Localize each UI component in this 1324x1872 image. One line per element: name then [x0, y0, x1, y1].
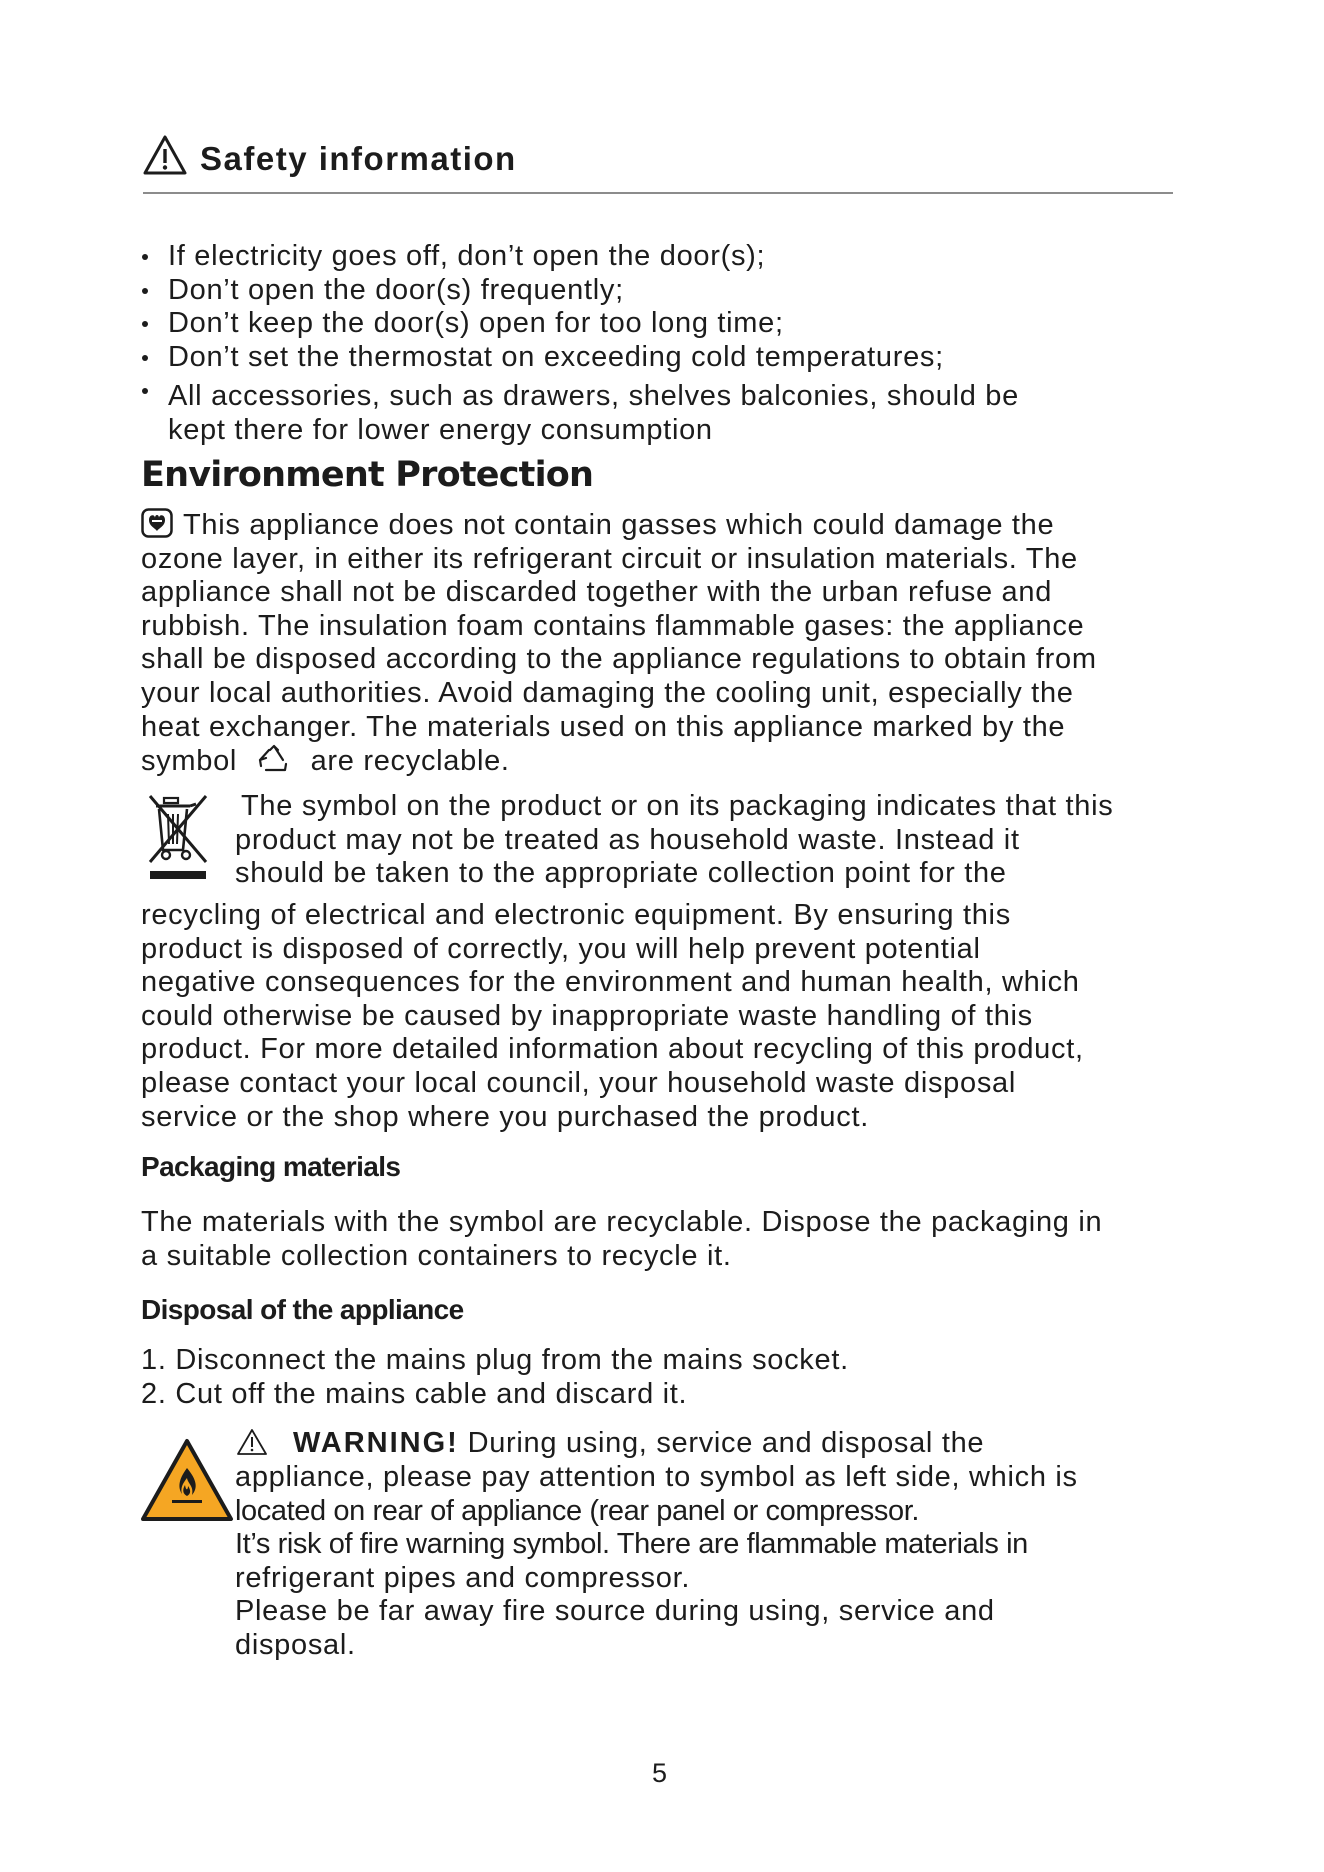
- paragraph-line: heat exchanger. The materials used on this appliance marked by the: [141, 710, 1066, 743]
- paragraph-line: your local authorities. Avoid damaging the cooling unit, especially the: [141, 676, 1074, 709]
- list-item: 1. Disconnect the mains plug from the mains socket.: [141, 1344, 849, 1376]
- paragraph-line: This appliance does not contain gasses which could damage the: [183, 509, 1055, 541]
- paragraph-line: It’s risk of fire warning symbol. There are flammable materials in: [235, 1528, 1028, 1561]
- list-item: [140, 307, 1019, 341]
- list-item: [140, 274, 1019, 308]
- weee-paragraph-indented: [235, 790, 1113, 891]
- list-item: [140, 380, 1019, 414]
- disposal-steps: [141, 1344, 849, 1411]
- bullet-icon: [142, 288, 148, 294]
- tip-text: kept there for lower energy consumption: [168, 413, 713, 446]
- list-item: 2. Cut off the mains cable and discard it.: [141, 1377, 688, 1410]
- paragraph-line: The symbol on the product or on its packaging indicates that this: [241, 790, 1114, 822]
- weee-paragraph: [141, 899, 1084, 1134]
- paragraph-line: The materials with the symbol are recyclable. Dispose the packaging in: [141, 1206, 1103, 1238]
- bullet-icon: [142, 254, 148, 260]
- paragraph-line: shall be disposed according to the appliance regulations to obtain from: [141, 643, 1097, 676]
- packaging-paragraph: [141, 1206, 1102, 1273]
- paragraph-line: product is disposed of correctly, you will help prevent potential: [141, 932, 981, 965]
- tip-text: All accessories, such as drawers, shelves balconies, should be: [168, 380, 1019, 413]
- bullet-icon: [142, 355, 148, 361]
- recyclable-text: are recyclable.: [310, 745, 510, 778]
- fire-warning-icon: [140, 1438, 234, 1522]
- paragraph-line: service or the shop where you purchased the product.: [141, 1100, 869, 1133]
- environment-paragraph: [141, 509, 1097, 779]
- warning-label: WARNING!: [293, 1427, 459, 1459]
- warning-text: During using, service and disposal the: [458, 1427, 985, 1459]
- page-title: Safety information: [200, 140, 517, 177]
- paragraph-line: please contact your local council, your household waste disposal: [141, 1066, 1017, 1099]
- energy-tips-list: [140, 240, 1019, 448]
- paragraph-line: could otherwise be caused by inappropriate waste handling of this: [141, 999, 1033, 1032]
- list-item-continuation: [140, 414, 1019, 448]
- small-warning-icon: [236, 1428, 268, 1456]
- paragraph-line: ozone layer, in either its refrigerant circuit or insulation materials. The: [141, 542, 1078, 575]
- paragraph-line: refrigerant pipes and compressor.: [235, 1561, 691, 1594]
- packaging-heading: Packaging materials: [141, 1151, 401, 1182]
- crossed-out-bin-icon: [146, 794, 212, 880]
- paragraph-line: [141, 744, 1097, 779]
- paragraph-line: product may not be treated as household waste. Instead it: [235, 823, 1020, 856]
- list-item: [140, 240, 1019, 274]
- page-number: 5: [652, 1758, 668, 1788]
- paragraph-line: product. For more detailed information about recycling of this product,: [141, 1033, 1084, 1066]
- paragraph-line: located on rear of appliance (rear panel or compressor.: [235, 1494, 920, 1527]
- tip-text: Don’t set the thermostat on exceeding cold temperatures;: [168, 340, 944, 373]
- paragraph-line: appliance, please pay attention to symbol as left side, which is: [235, 1461, 1078, 1493]
- paragraph-line: Please be far away fire source during using, service and: [235, 1595, 995, 1628]
- warning-line-1: [293, 1427, 984, 1461]
- title-divider: [143, 192, 1173, 194]
- paragraph-line: disposal.: [235, 1628, 356, 1661]
- warning-triangle-icon: [142, 134, 188, 176]
- bullet-icon: [142, 388, 148, 394]
- symbol-word: symbol: [141, 745, 238, 778]
- warning-paragraph: [235, 1461, 1078, 1663]
- tip-text: If electricity goes off, don’t open the door(s);: [168, 240, 766, 272]
- paragraph-line: appliance shall not be discarded together with the urban refuse and: [141, 576, 1053, 609]
- paragraph-line: negative consequences for the environment and human health, which: [141, 966, 1080, 999]
- recycle-icon: [256, 744, 292, 776]
- paragraph-line: rubbish. The insulation foam contains flammable gases: the appliance: [141, 609, 1085, 642]
- paragraph-line: should be taken to the appropriate collection point for the: [235, 857, 1007, 890]
- bullet-icon: [142, 321, 148, 327]
- list-item: [140, 341, 1019, 375]
- disposal-heading: Disposal of the appliance: [141, 1294, 464, 1325]
- environment-protection-heading: Environment Protection: [141, 455, 594, 495]
- tip-text: Don’t open the door(s) frequently;: [168, 273, 624, 306]
- paragraph-line: a suitable collection containers to recycle it.: [141, 1239, 732, 1272]
- paragraph-line: recycling of electrical and electronic equipment. By ensuring this: [141, 899, 1011, 931]
- tip-text: Don’t keep the door(s) open for too long time;: [168, 307, 784, 340]
